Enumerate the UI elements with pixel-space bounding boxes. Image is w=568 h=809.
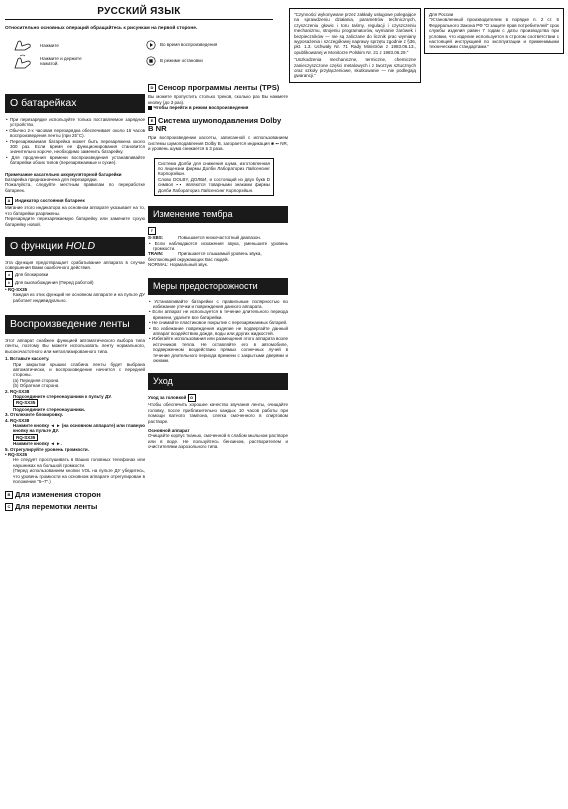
dolby-text: При воспроизведении кассеты, записанной с использованием системы шумоподавления Dolby B, загорается индикация ■ ▪▪ NR, и уровень шума снижается в 3 раза.	[148, 135, 288, 152]
step-2-text: Подсоедините стереонаушники к пульту ДУ.	[13, 394, 112, 399]
battery-note-title: Примечание касательно аккумуляторной батарейки	[5, 171, 122, 177]
battery-bullet: • При перезарядке используйте только поставляемое зарядное устройство.	[6, 117, 146, 128]
side-change-icon: B	[5, 491, 13, 499]
precaution-bullet: • Во избежание повреждения изделие не подвергайте данный аппарат воздействию дождя, воды или других жидкостей.	[149, 325, 288, 336]
playback-text: Этот аппарат снабжен функцией автоматического выбора типа ленты, поэтому Вы можете использовать ленту нормального, высокочастотного или металлизированного типа.	[5, 337, 145, 354]
step-2-text2: Подсоедините стереонаушники.	[13, 406, 85, 412]
hold-option-a: a Для блокировки	[5, 271, 145, 279]
dolby-license-text: Система Долби для снижения шума, изготовленная по лицензии фирмы Долби Лабораториз Лайсенсинг Корпорэйшн.	[158, 160, 270, 177]
precaution-bullet: • Устанавливайте батарейки с правильным полярностью во избежание утечки и повреждения данного аппарата.	[149, 298, 289, 309]
column-b	[148, 84, 288, 450]
care-unit-text: Очищайте корпус тканью, смоченной в слабом мыльном растворе или в воде. Не пользуйтесь бензином, растворителем и очистителями аэрозольного типа.	[148, 433, 288, 450]
dolby-license-box	[154, 158, 274, 196]
tone-icon: F	[148, 227, 156, 235]
step-1-title: 1. Вставьте кассету.	[5, 356, 50, 362]
hold-model-text: Каждая из этих функций не основном аппарате и на пульте ДУ работает индивидуально.	[13, 292, 145, 303]
press-hand-icon	[12, 38, 34, 52]
hold-option-b: b Для высвобождения (Перед работой)	[5, 279, 145, 287]
tone-sxbs-note: • Если наблюдаются искажения звука, уменьшите уровень громкости.	[149, 240, 289, 251]
indicator-text: Перезарядите перезаряжаемую батарейку или замените сухую батарейку новой.	[5, 216, 145, 227]
step-5-text: Не следует прослушивать в Ваших головных телефонах или наушниках на большой громкости.	[13, 457, 145, 468]
indicator-title: A Индикатор состояния батареек	[5, 197, 145, 205]
care-head-text: Чтобы обеспечить хорошее качество звучания ленты, очищайте головку, после приблизительно каждых 10 часов работы при помощи ватного тампона, слегка смоченного в спиртовом растворе.	[148, 402, 288, 424]
step-2-model: 2. RQ-SX38	[5, 388, 30, 394]
head-care-icon: G	[188, 394, 196, 402]
tone-normal: NORMAL: Нормальный звук.	[148, 262, 208, 268]
precaution-bullet: • Избегайте использования или размещения этого аппарата возле источников тепла. Не оставляйте его в автомобиле, подверженном воздействию прямых солнечных лучей в течение длительного периода времени с закрытыми дверями и окнами.	[149, 336, 288, 363]
battery-note-text: Пожалуйста, следуйте местным правилам по переработке батареек.	[5, 182, 145, 193]
tps-title: D Сенсор программы ленты (TPS)	[148, 84, 288, 92]
care-head-title: Уход за головкой G	[148, 394, 288, 402]
circle-b-icon: b	[5, 279, 13, 287]
hold-text: Эта функция предотвращает срабатывание аппарата в случае совершения Вами ошибочного действия.	[5, 259, 145, 271]
russia-notice-box	[424, 8, 564, 54]
polish-text: "Czynności wykonywane przez zakłady usługowe polegające na sprawdzeniu działania, parametrów technicznych, czyszczeniu głowic i toru taśmy, regulacji i czyszczeniu mechanizmu, strojeniu programatorów, wymianie żarówek i bezpieczników — nie są zaliczane do licznik prac wymiany wyposażenia i szczegółowej naprawy sprzętu zgodnie z §36, pkt. 1.3. Uchwały Nr. 71 Rady Ministrów z 1983.06.13., opublikowanej w Monitorze Polskim Nr. 21 z 1983.06.29."	[294, 12, 416, 55]
column-c	[289, 8, 421, 83]
tone-header: Изменение тембра	[148, 206, 288, 223]
care-header: Уход	[148, 373, 288, 390]
precautions-header: Меры предосторожности	[148, 278, 288, 295]
dolby-icon: E	[148, 117, 156, 125]
side-change-title: B Для изменения сторон	[5, 491, 145, 499]
tps-text: Вы можете пропустить столько треков, сколько раз Вы нажмете кнопку (до 3 раз).	[148, 94, 288, 105]
battery-bullet: • Для продления времени воспроизведения устанавливайте батарейки обоих типов (перезаряжаемые и сухие).	[6, 154, 145, 166]
legend-press: Нажмите	[40, 43, 59, 48]
legend-during-play: Во время воспроизведения	[160, 42, 218, 47]
step-2-model2: RQ-SX35	[5, 399, 145, 406]
page-header	[5, 6, 289, 31]
polish-notice-box	[289, 8, 421, 83]
tps-sub: Чтобы перейти в режим воспроизведения	[148, 105, 288, 110]
battery-note-text: Батарейка предназначена для перезарядки.	[5, 177, 98, 183]
battery-bullet: • Обычно 2-х часовая перезарядка обеспечивает около 15 часов воспроизведения ленты (при 25°С).	[6, 127, 145, 139]
dolby-title: E Система шумоподавления Dolby B NR	[148, 115, 282, 134]
tone-icon-row	[148, 227, 288, 235]
playback-header: Воспроизведение ленты	[5, 315, 145, 334]
rewind-icon: C	[5, 503, 13, 511]
indicator-icon: A	[5, 197, 13, 205]
precaution-bullet: • Не снимайте пластиковое покрытие с перезаряжаемых батарей.	[149, 320, 288, 326]
step-5-model: • RQ-SX35	[5, 452, 28, 458]
page-title: РУССКИЙ ЯЗЫК	[5, 6, 273, 20]
step-1-text: При закрытии крышки слабина ленты будет выбрана автоматически, и воспроизведение начнется с передней стороны.	[13, 361, 145, 378]
step-3: 3. Отключите блокировку.	[5, 412, 63, 418]
stop-mode-icon	[146, 56, 156, 66]
press-hold-hand-icon	[12, 54, 34, 70]
play-mode-icon	[146, 40, 156, 50]
square-bullet-icon	[148, 106, 152, 110]
legend-press-hold: Нажмите и держите нажатой.	[40, 56, 82, 67]
step-4-text: Нажмите кнопку ◄ ► (на основном аппарате) или главную кнопку на пульте ДУ.	[13, 423, 145, 434]
step-4-model2: RQ-SX35	[5, 434, 145, 441]
step-1-b: (b) Обратная сторона	[13, 383, 59, 389]
step-5-text2: (Перед использованием кнопки VOL на пульте ДУ убедитесь, что уровень громкости на основном аппарате отрегулирован в положение "5~7".)	[13, 468, 145, 485]
tps-icon: D	[148, 84, 156, 92]
step-5: 5. Отрегулируйте уровень громкости.	[5, 446, 89, 452]
indicator-text: Мигание этого индикатора на основном аппарате указывает на то, что батарейки разряжены.	[5, 205, 145, 216]
legend	[8, 38, 278, 72]
hold-header: О функции HOLD	[5, 237, 145, 256]
step-1-a: (a) Передняя сторона	[13, 377, 59, 383]
intro-text: Относительно основных операций обращайтесь к рисункам на первой стороне.	[5, 26, 198, 31]
column-d	[424, 8, 564, 54]
russia-text: Для России "Установленный производителем в порядке п. 2 ст. 5 Федерального Закона РФ "О защите прав потребителей" срок службы изделия равен 7 годам с даты производства при условии, что изделие используется в строгом соответствии с настоящей инструкцией по эксплуатации и применимыми техническими стандартами."	[429, 12, 559, 50]
batteries-header: О батарейках	[5, 94, 145, 113]
battery-bullet: • Перезаряжаемая батарейка может быть перезаряжена около 300 раз. Если время ее функционирования становится значительно короче, необходимо заменить батарейку.	[6, 138, 145, 155]
rewind-title: C Для перемотки ленты	[5, 503, 145, 511]
step-4-text2: Нажмите кнопку ◄ ►.	[13, 441, 62, 447]
circle-a-icon: a	[5, 271, 13, 279]
legend-stop-mode: В режиме остановки	[160, 58, 203, 63]
tone-sxbs: S-XBS: Повышается низкочастотный диапазон.	[148, 235, 262, 241]
column-a	[5, 88, 145, 511]
dolby-trademark-text: Слово DOLBY, ДОЛБИ, и состоящий из двух букв D символ ▪▪ являются товарными знаками фирмы Долби Лабораториз Лайсенсинг Корпорэйшн.	[158, 176, 270, 193]
tone-train: TRAIN: Пригашается слышимый уровень звука, беспокоящий окружающих Вас людей.	[148, 251, 262, 262]
step-4-model: 4. RQ-SX38	[5, 417, 30, 423]
hold-model: • RQ-SX35	[5, 286, 28, 292]
precaution-bullet: • Если аппарат не используется в течение длительного периода времени, удалите все батарейки.	[149, 309, 288, 320]
care-unit-title: Основной аппарат	[148, 428, 190, 434]
polish-text2: "Uszkodzenia mechaniczne, termiczne, chemiczne zanieczyszczone części metalowych i z tworzyw sztucznych oraz szkoły przyłączeniowe, skutkowanie — nie podlegają gwarancji."	[294, 57, 416, 79]
